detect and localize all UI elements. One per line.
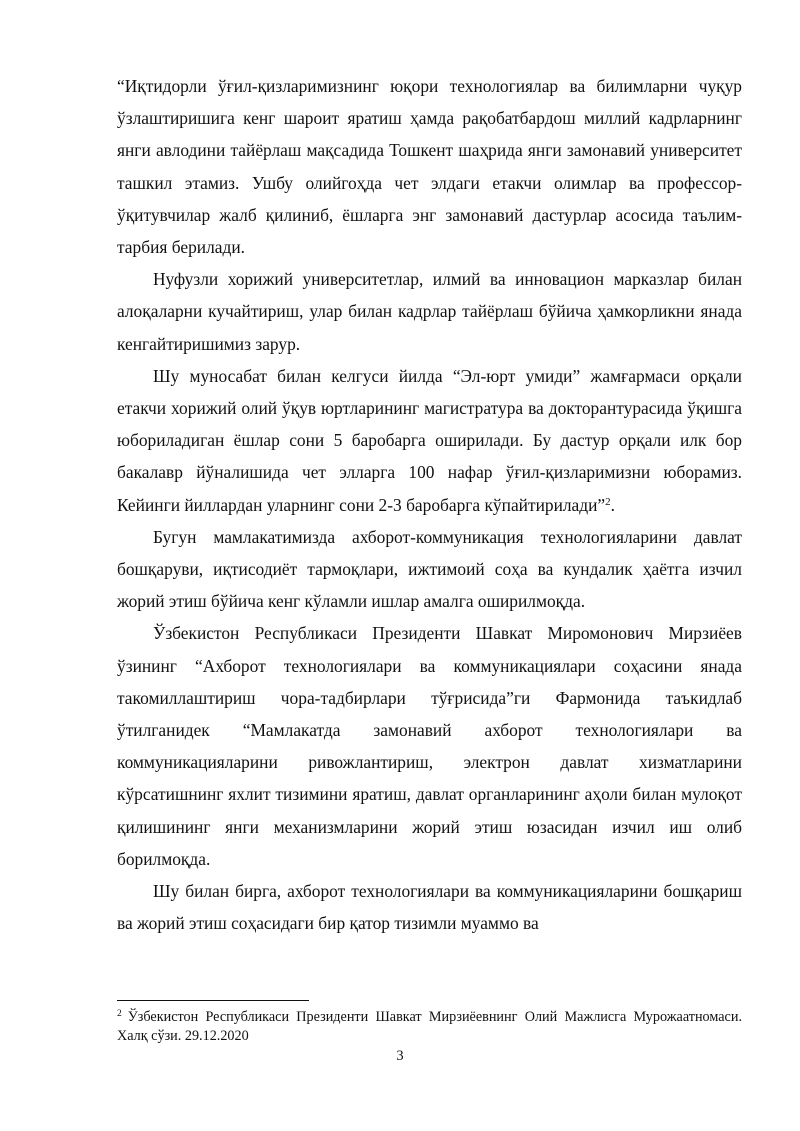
footnote-reference[interactable]: 2 bbox=[605, 495, 611, 508]
footnote-text: Ўзбекистон Республикаси Президенти Шавкат Мирзиёевнинг Олий Мажлисга Мурожаатномаси. Халқ сўзи. 29.12.2020 bbox=[117, 1009, 742, 1044]
footnote bbox=[117, 1008, 742, 1046]
paragraph-3 bbox=[117, 360, 742, 521]
footnote-divider bbox=[117, 1000, 309, 1001]
paragraph-3-text: Шу муносабат билан келгуси йилда “Эл-юрт умиди” жамғармаси орқали етакчи хорижий олий ўқув юртларининг магистратура ва докторантурасида ўқишга юбориладиган ёшлар сони 5 баробарга оширилади. Бу дастур орқали илк бор бакалавр йўналишида чет элларга 100 нафар ўғил-қизларимизни юборамиз. Кейинги йиллардан уларнинг сони 2-3 баробарга кўпайтирилади” bbox=[117, 365, 742, 515]
paragraph-1: “Иқтидорли ўғил-қизларимизнинг юқори технологиялар ва билимларни чуқур ўзлаштиришига кенг шароит яратиш ҳамда рақобатбардош миллий кадрларнинг янги авлодини тайёрлаш мақсадида Тошкент шаҳрида янги замонавий университет ташкил этамиз. Ушбу олийгоҳда чет элдаги етакчи олимлар ва профессор-ўқитувчилар жалб қилиниб, ёшларга энг замонавий дастурлар асосида таълим-тарбия берилади. bbox=[117, 76, 742, 258]
body-text bbox=[117, 70, 742, 939]
paragraph-2: Нуфузли хорижий университетлар, илмий ва инновацион марказлар билан алоқаларни кучайтириш, улар билан кадрлар тайёрлаш бўйича ҳамкорликни янада кенгайтиришимиз зарур. bbox=[117, 269, 742, 354]
footnote-mark: 2 bbox=[117, 1009, 122, 1019]
page-number: 3 bbox=[396, 1048, 404, 1064]
paragraph-3-tail: . bbox=[610, 494, 616, 515]
paragraph-5: Ўзбекистон Республикаси Президенти Шавкат Миромонович Мирзиёев ўзининг “Ахборот технологиялари ва коммуникациялари соҳасини янада такомиллаштириш чора-тадбирлари тўғрисида”ги Фармонида таъкидлаб ўтилганидек “Мамлакатда замонавий ахборот технологиялари ва коммуникацияларини ривожлантириш, электрон давлат хизматларини кўрсатишнинг яхлит тизимини яратиш, давлат органларининг аҳоли билан мулоқот қилишининг янги механизмларини жорий этиш юзасидан изчил иш олиб борилмоқда. bbox=[117, 623, 742, 869]
paragraph-6: Шу билан бирга, ахборот технологиялари ва коммуникацияларини бошқариш ва жорий этиш соҳасидаги бир қатор тизимли муаммо ва bbox=[117, 881, 742, 934]
paragraph-4: Бугун мамлакатимизда ахборот-коммуникация технологияларини давлат бошқаруви, иқтисодиёт тармоқлари, ижтимоий соҳа ва кундалик ҳаётга изчил жорий этиш бўйича кенг кўламли ишлар амалга оширилмоқда. bbox=[117, 526, 742, 612]
